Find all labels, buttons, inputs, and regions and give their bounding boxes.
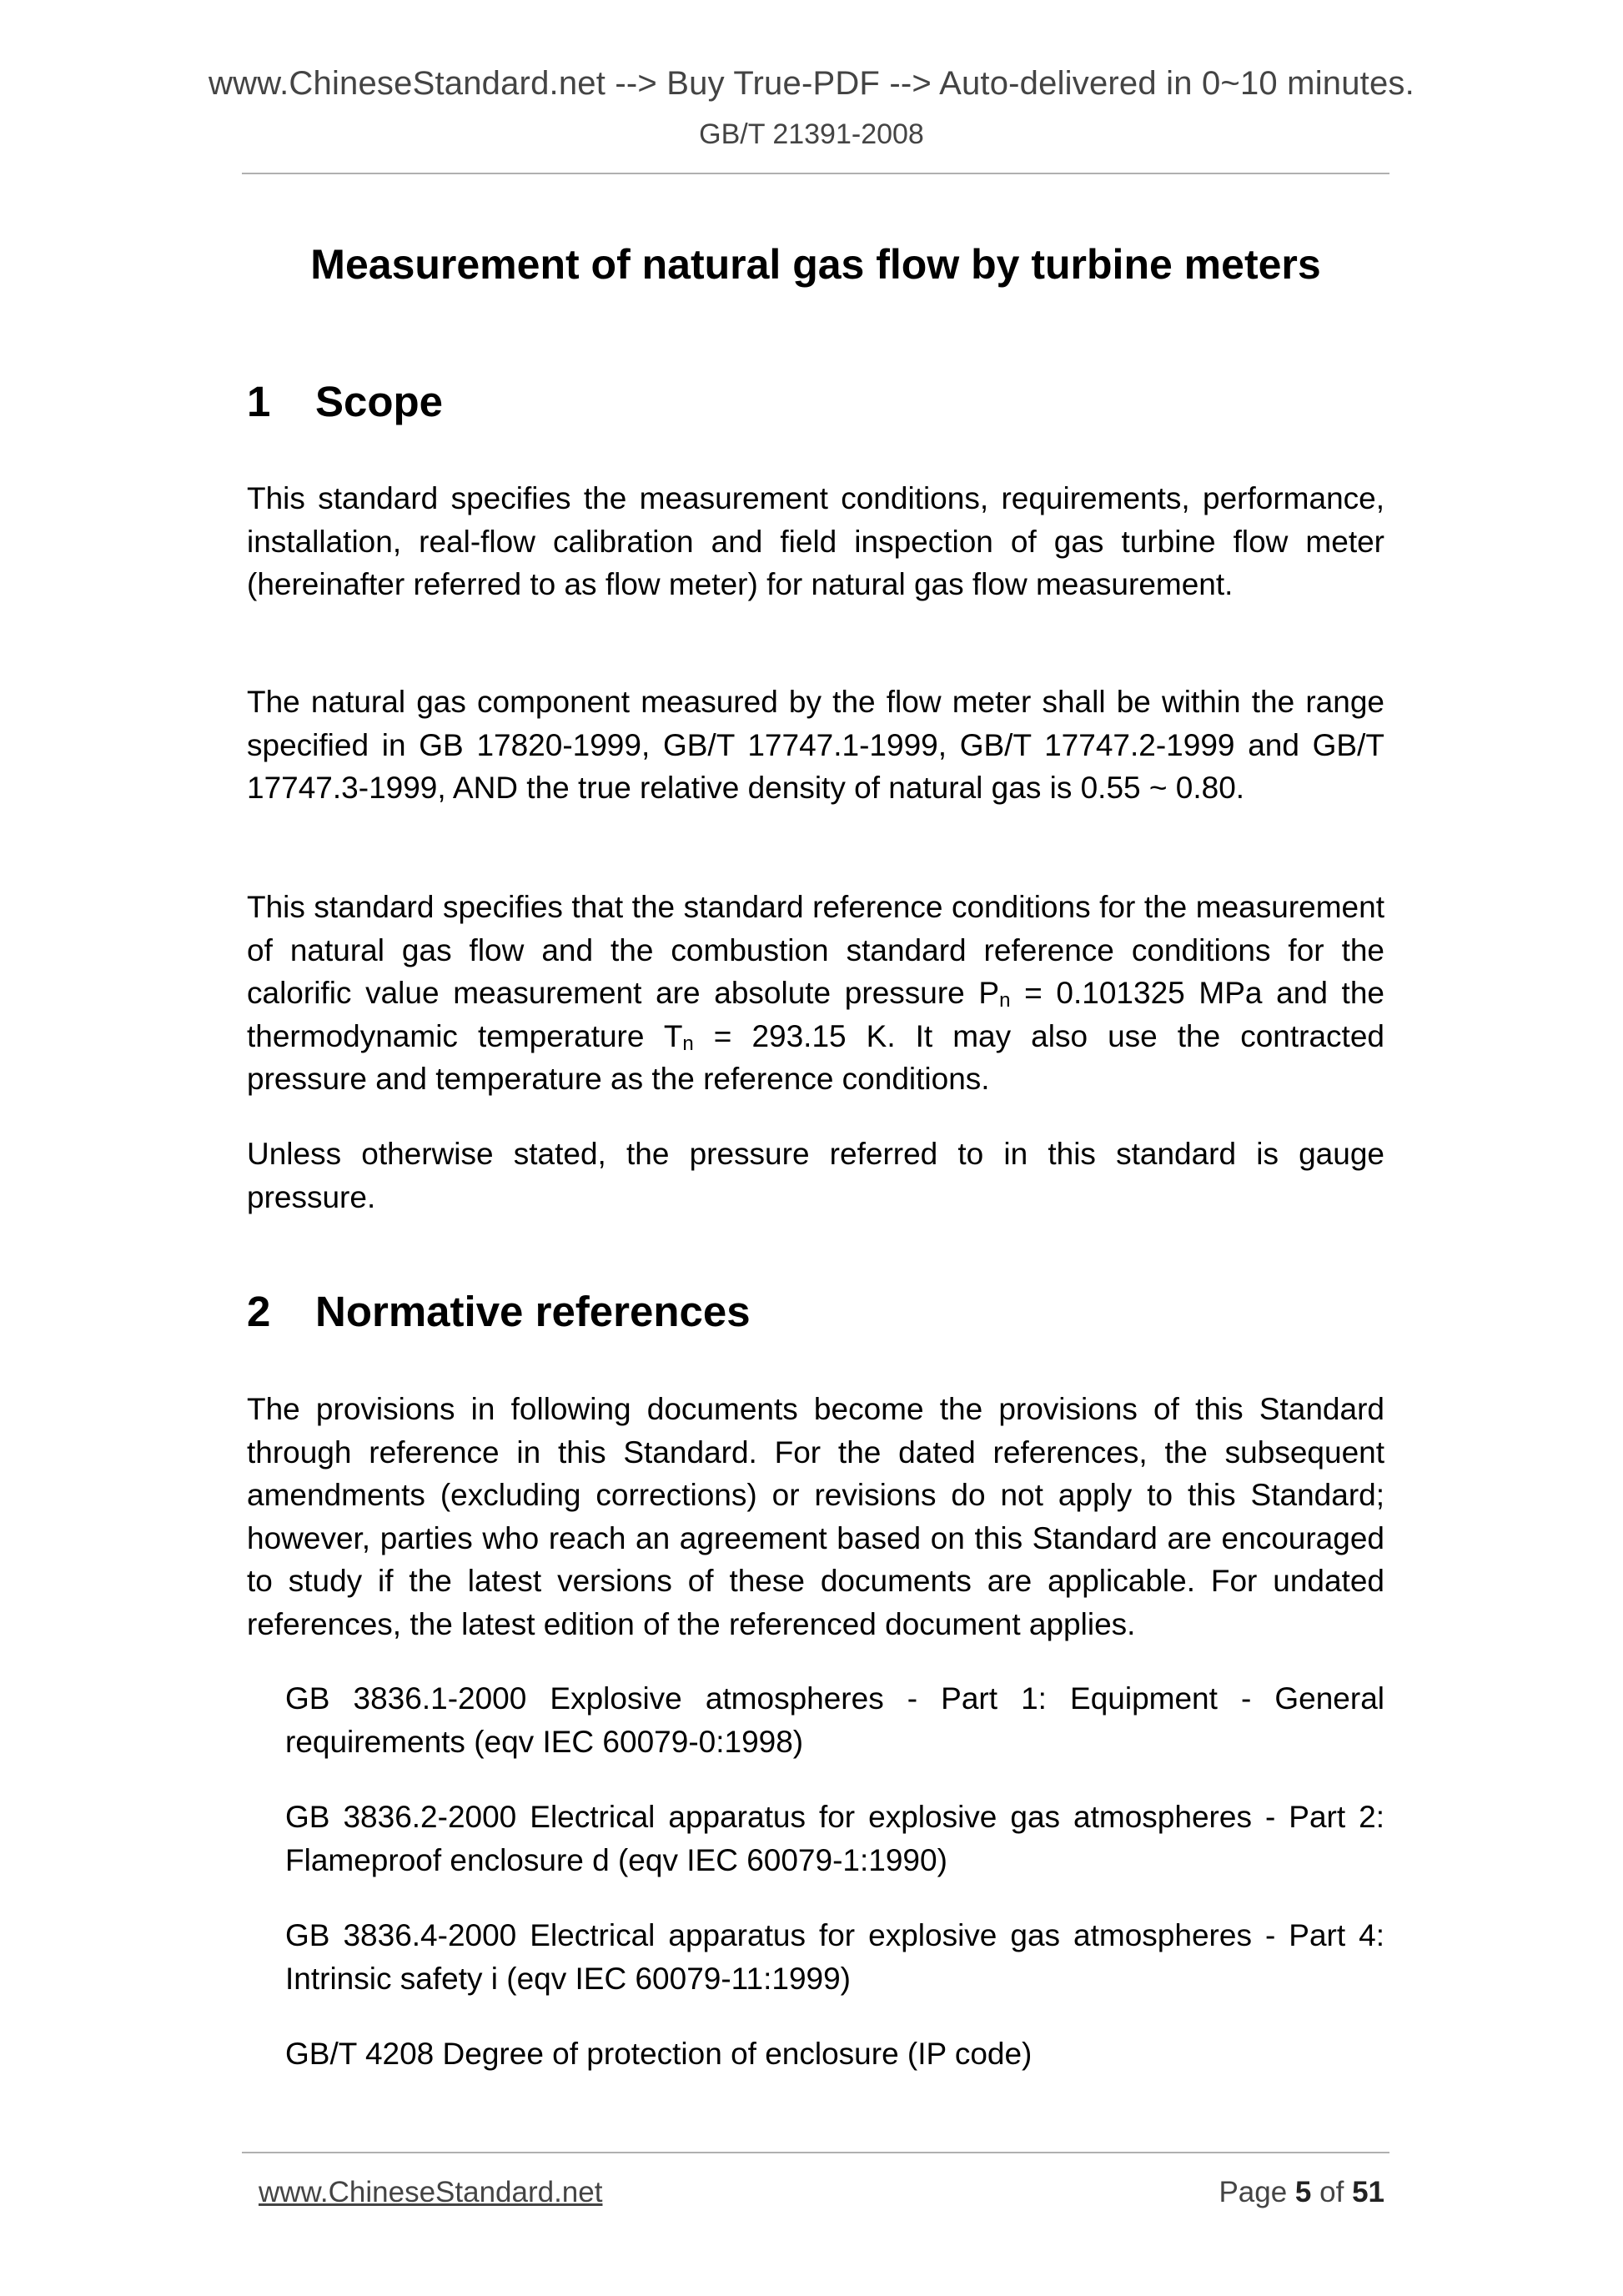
reference-item: GB 3836.4-2000 Electrical apparatus for explosive gas atmospheres - Part 4: Intrinsic safety i (eqv IEC 60079-11:1999) xyxy=(285,1918,1384,1996)
scope-paragraph-1: This standard specifies the measurement conditions, requirements, performance, installation, real-flow calibration and field inspection of gas turbine flow meter (hereinafter referred to as flow meter) for natural gas flow measurement. xyxy=(247,481,1384,601)
scope-paragraph-3-part-a: This standard specifies that the standard reference conditions for the measurement of natural gas flow and the combustion standard reference conditions for the calorific value measurement are absolute pressure P xyxy=(247,890,1384,1010)
normative-references-paragraph: The provisions in following documents become the provisions of this Standard through reference in this Standard. For the dated references, the subsequent amendments (excluding corrections) or revisions do not apply to this Standard; however, parties who reach an agreement based on this Standard are encouraged to study if the latest versions of these documents are applicable. For undated references, the latest edition of the referenced document applies. xyxy=(247,1392,1384,1641)
header-banner: www.ChineseStandard.net --> Buy True-PDF --> Auto-delivered in 0~10 minutes. xyxy=(209,65,1414,102)
page-of-label: of xyxy=(1319,2176,1344,2208)
scope-paragraph-3-part-b: = 0.101325 MPa and the thermodynamic temperature T xyxy=(247,976,1384,1053)
scope-paragraph-4: Unless otherwise stated, the pressure referred to in this standard is gauge pressure. xyxy=(247,1137,1384,1214)
scope-paragraph-2: The natural gas component measured by the flow meter shall be within the range specified in GB 17820-1999, GB/T 17747.1-1999, GB/T 17747.2-1999 and GB/T 17747.3-1999, AND the true relative density of natural gas is 0.55 ~ 0.80. xyxy=(247,685,1384,805)
section-heading-scope xyxy=(247,377,443,426)
scope-paragraph-3-part-c: = 293.15 K. It may also use the contracted pressure and temperature as the reference conditions. xyxy=(247,1018,1384,1096)
page-number xyxy=(1219,2176,1384,2209)
reference-item: GB/T 4208 Degree of protection of enclosure (IP code) xyxy=(285,2037,1033,2071)
document-title: Measurement of natural gas flow by turbine meters xyxy=(310,241,1321,288)
header-divider xyxy=(242,173,1389,174)
footer-site-link[interactable]: www.ChineseStandard.net xyxy=(259,2176,603,2208)
section-title: Normative references xyxy=(315,1288,751,1335)
section-number: 2 xyxy=(247,1288,271,1335)
section-heading-normative-references xyxy=(247,1287,751,1336)
section-title: Scope xyxy=(315,378,444,425)
subscript-n: n xyxy=(999,989,1011,1012)
page-current: 5 xyxy=(1294,2176,1312,2208)
reference-item: GB 3836.2-2000 Electrical apparatus for explosive gas atmospheres - Part 2: Flameproof enclosure d (eqv IEC 60079-1:1990) xyxy=(285,1800,1384,1877)
footer-divider xyxy=(242,2152,1389,2153)
section-number: 1 xyxy=(247,378,271,425)
page-label: Page xyxy=(1219,2176,1288,2208)
reference-item: GB 3836.1-2000 Explosive atmospheres - Part 1: Equipment - General requirements (eqv IEC 60079-0:1998) xyxy=(285,1681,1384,1759)
page-total: 51 xyxy=(1352,2176,1384,2208)
scope-paragraph-3 xyxy=(247,886,1384,1101)
subscript-n: n xyxy=(682,1032,694,1055)
document-code: GB/T 21391-2008 xyxy=(699,118,924,150)
